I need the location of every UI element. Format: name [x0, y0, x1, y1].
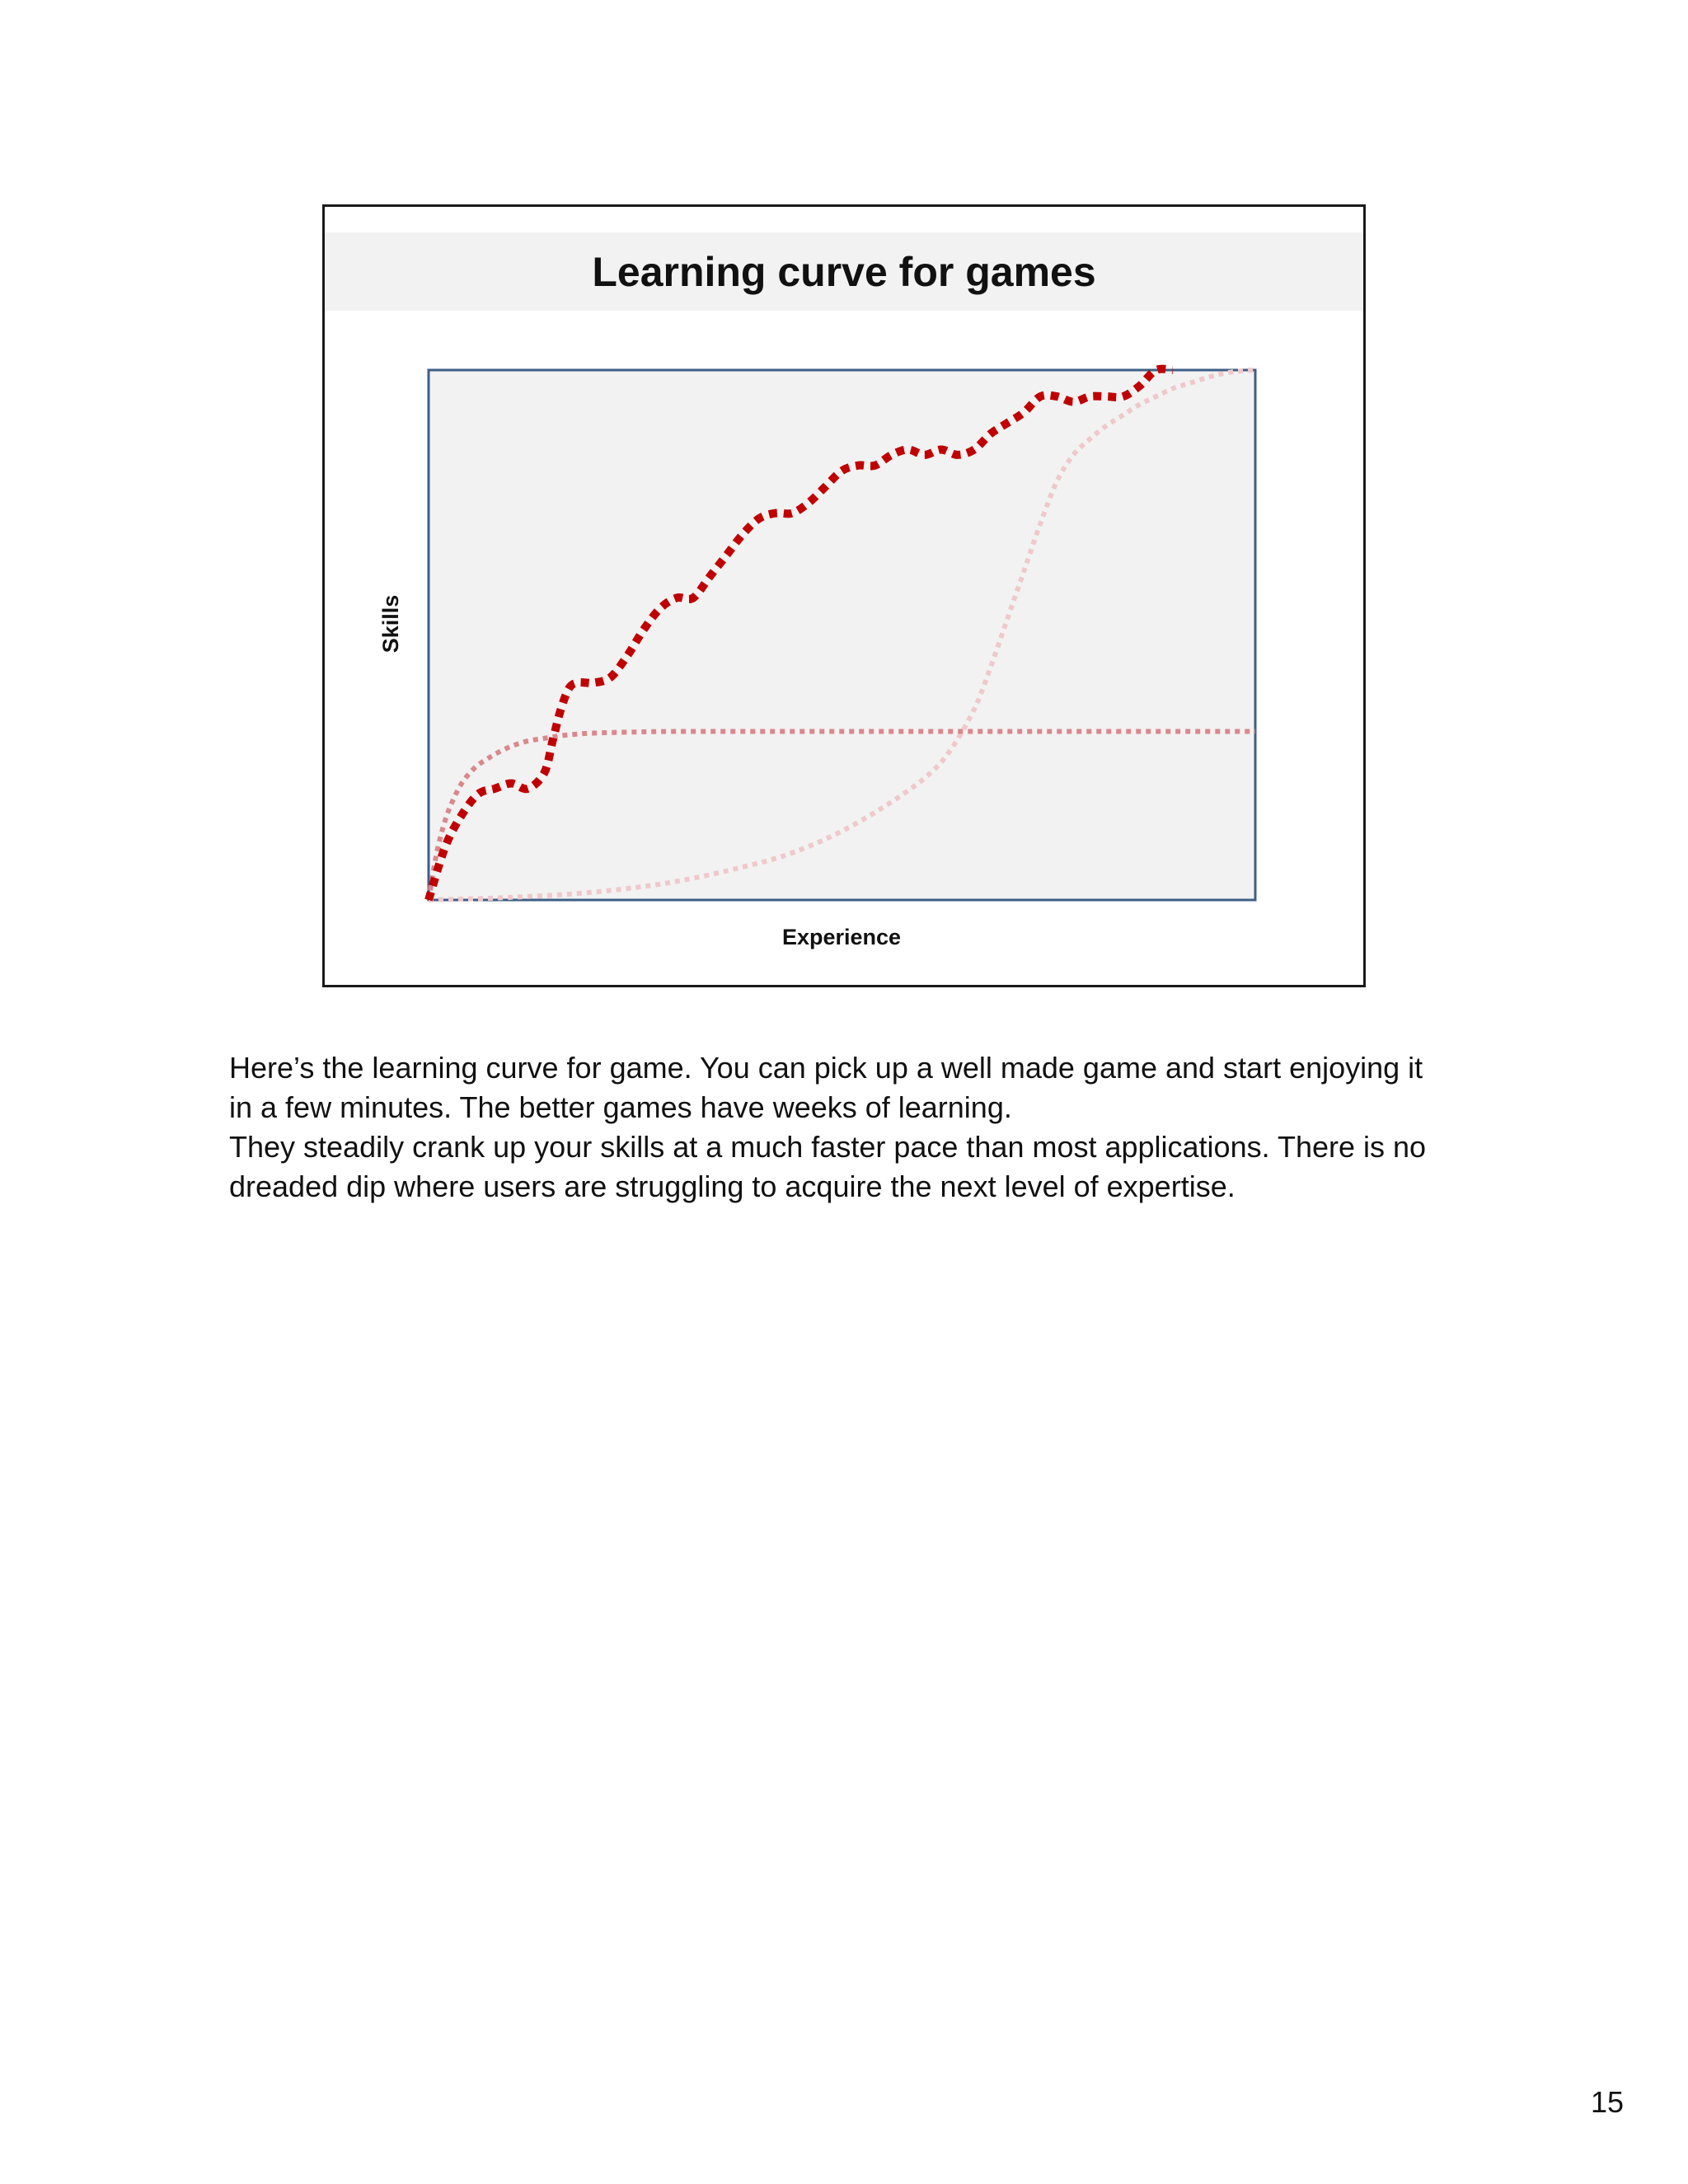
slide-title: Learning curve for games	[592, 248, 1096, 295]
notes-line-4: dreaded dip where users are struggling to acquire the next level of expertise.	[229, 1169, 1236, 1203]
speaker-notes	[229, 1048, 1482, 1207]
y-axis-label: Skills	[378, 594, 403, 654]
slide-frame	[322, 204, 1366, 987]
plot-area	[429, 370, 1255, 900]
x-axis-label: Experience	[781, 925, 902, 949]
learning-curve-chart	[325, 207, 1363, 985]
notes-line-3: They steadily crank up your skills at a much faster pace than most applications. There is no	[229, 1130, 1427, 1164]
notes-line-2: in a few minutes. The better games have weeks of learning.	[229, 1090, 1012, 1124]
page-number: 15	[1590, 2085, 1624, 2119]
notes-line-1: Here’s the learning curve for game. You can pick up a well made game and start enjoying it	[229, 1051, 1423, 1085]
